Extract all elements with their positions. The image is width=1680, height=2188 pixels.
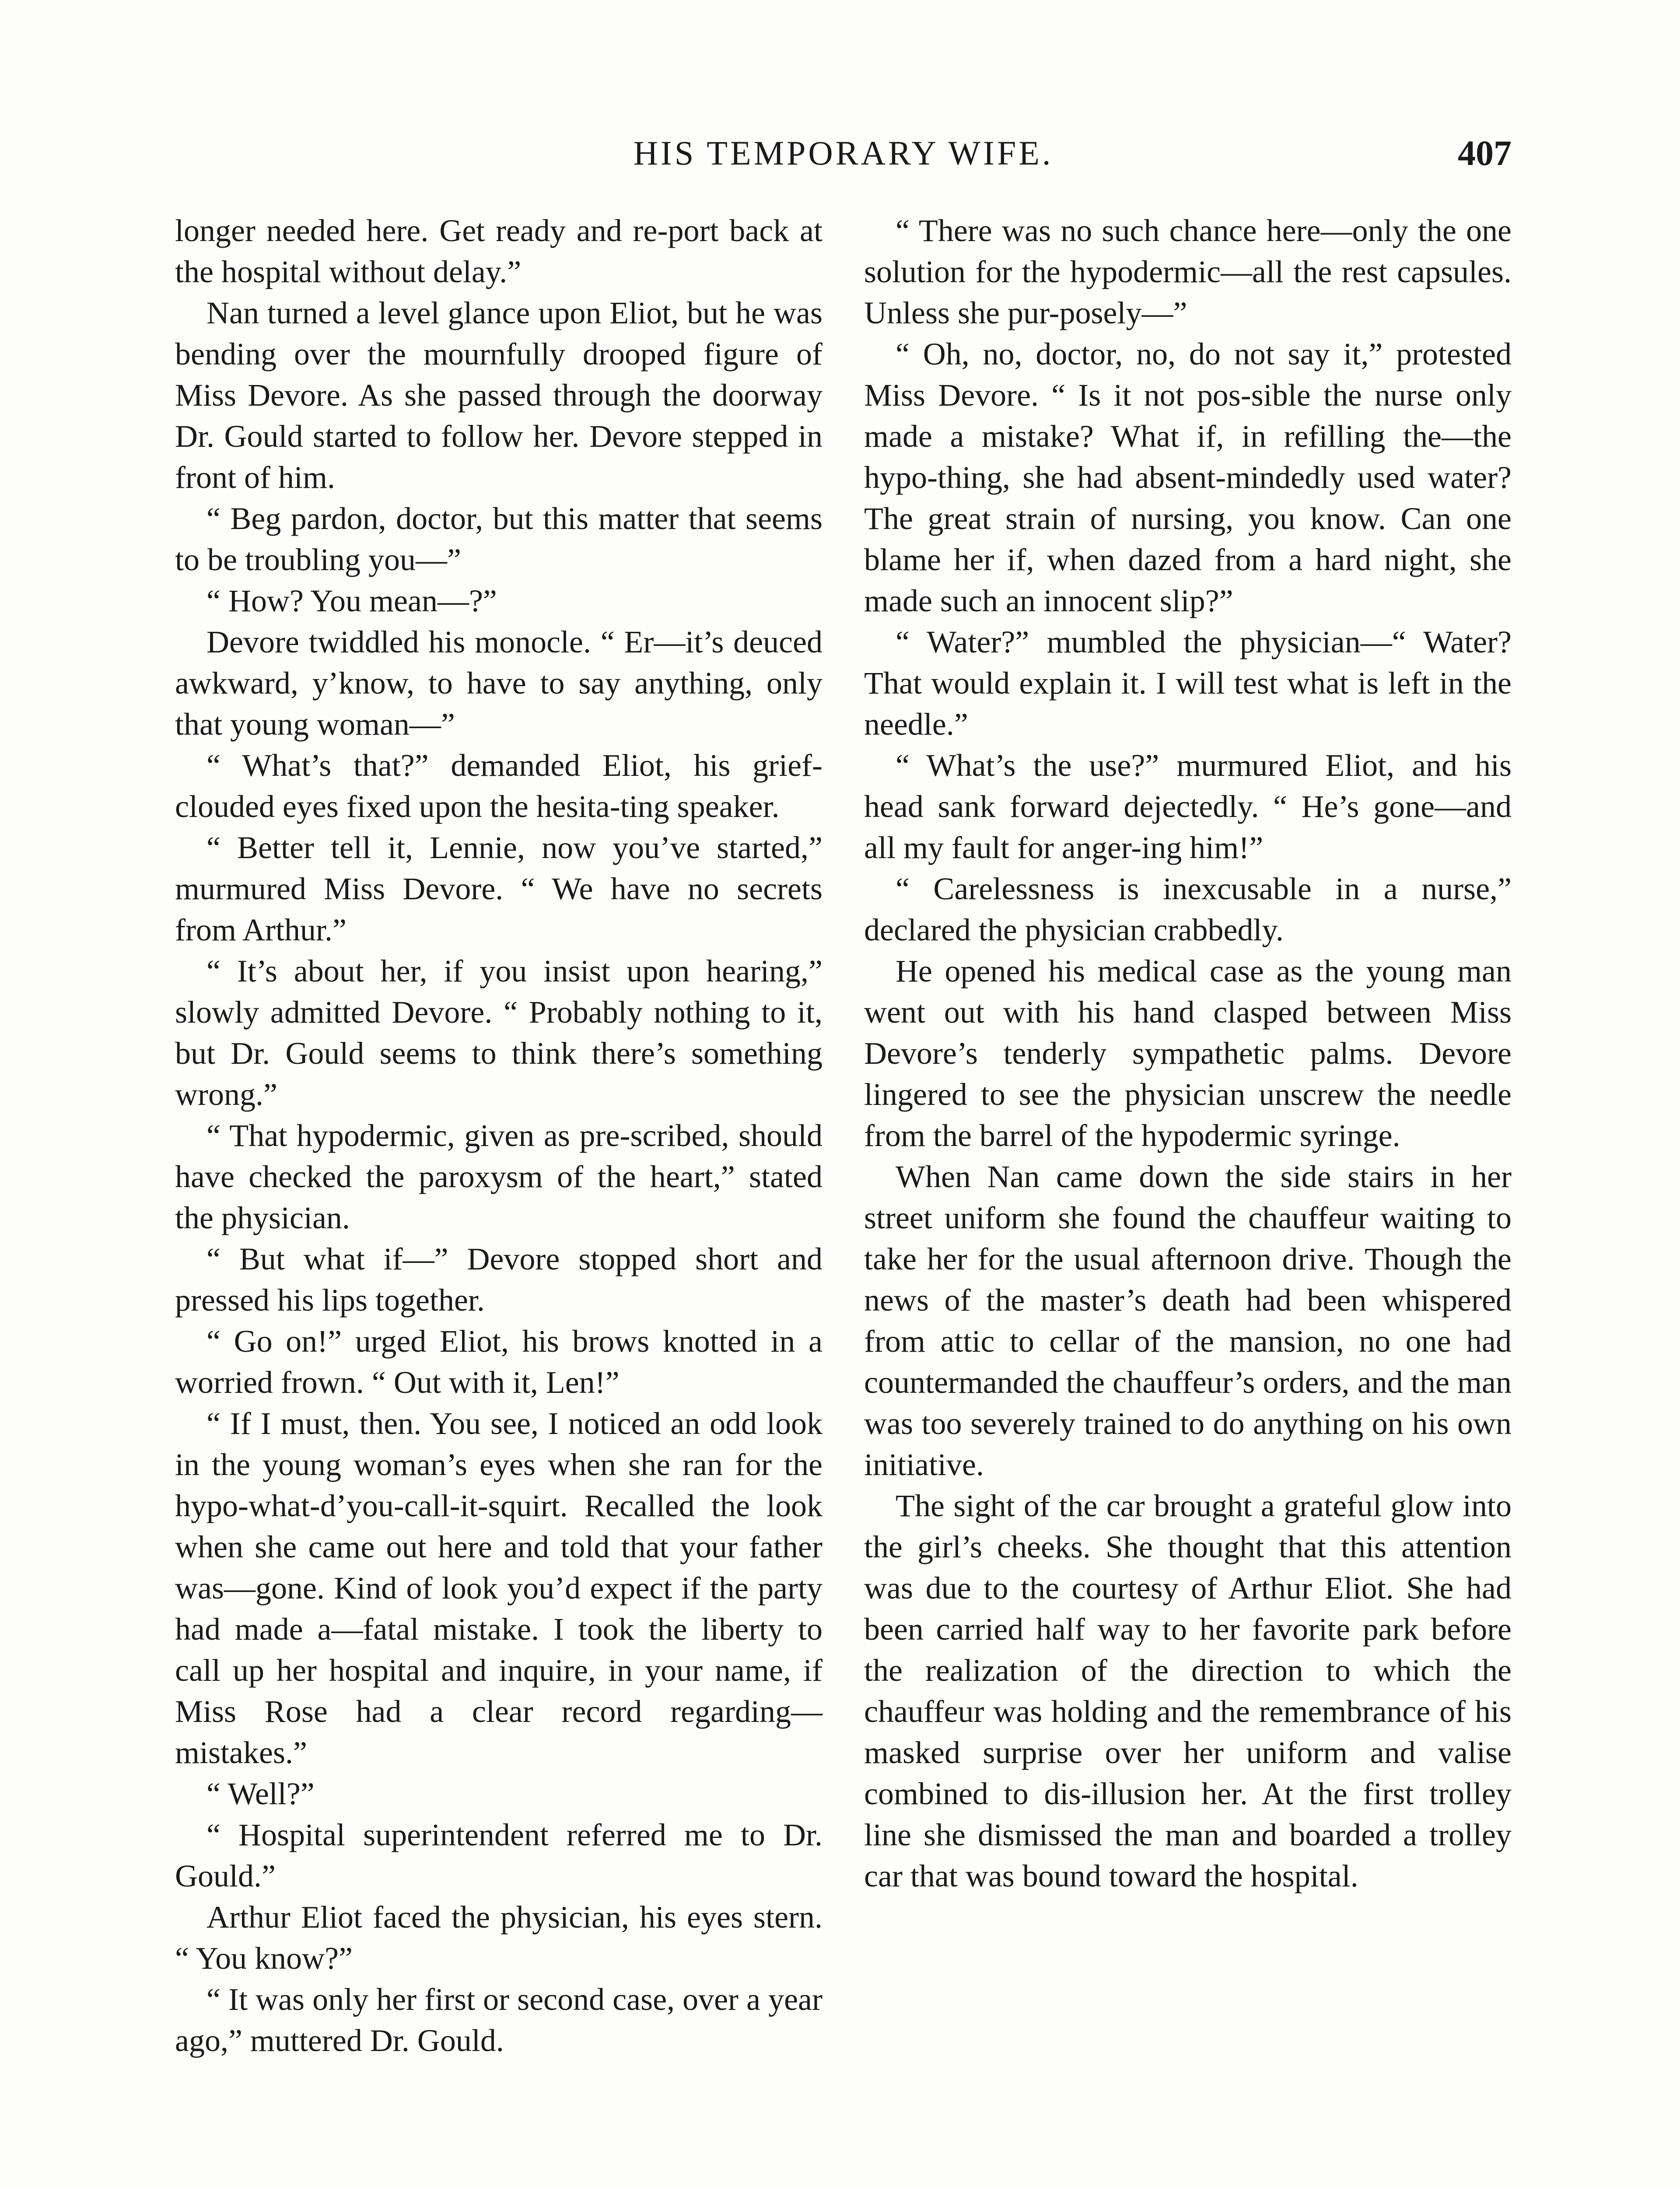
paragraph: Devore twiddled his monocle. “ Er—it’s deuced awkward, y’know, to have to say anything, only that young woman—” [175,624,822,742]
page-number: 407 [1458,133,1512,173]
left-column [175,210,822,2061]
paragraph: “ Water?” mumbled the physician—“ Water? That would explain it. I will test what is left in the needle.” [864,624,1512,742]
paragraph: “ Beg pardon, doctor, but this matter that seems to be troubling you—” [175,501,822,577]
paragraph: Nan turned a level glance upon Eliot, but he was bending over the mournfully drooped figure of Miss Devore. As she passed through the doorway Dr. Gould started to follow her. Devore stepped in front of him. [175,295,822,495]
right-column [864,210,1512,1897]
paragraph: “ It’s about her, if you insist upon hearing,” slowly admitted Devore. “ Probably nothing to it, but Dr. Gould seems to think there’s something wrong.” [175,954,822,1112]
running-header [175,129,1512,182]
running-title: HIS TEMPORARY WIFE. [633,134,1054,172]
paragraph: “ There was no such chance here—only the one solution for the hypodermic—all the rest capsules. Unless she pur-posely—” [864,213,1512,330]
paragraph: “ How? You mean—?” [206,583,497,618]
paragraph: longer needed here. Get ready and re-port back at the hospital without delay.” [175,213,822,289]
paragraph: “ It was only her first or second case, over a year ago,” muttered Dr. Gould. [175,1982,822,2058]
paragraph: “ Oh, no, doctor, no, do not say it,” protested Miss Devore. “ Is it not pos-sible the nurse only made a mistake? What if, in refilling the—the hypo-thing, she had absent-mindedly used water? The great strain of nursing, you know. Can one blame her if, when dazed from a hard night, she made such an innocent slip?” [864,337,1512,618]
paragraph: “ Go on!” urged Eliot, his brows knotted in a worried frown. “ Out with it, Len!” [175,1324,822,1400]
paragraph: “ But what if—” Devore stopped short and pressed his lips together. [175,1241,822,1318]
paragraph: He opened his medical case as the young man went out with his hand clasped between Miss Devore’s tenderly sympathetic palms. Devore lingered to see the physician unscrew the needle from the barrel of the hypodermic syringe. [864,954,1512,1153]
paragraph: “ Well?” [206,1776,315,1811]
paragraph: “ Carelessness is inexcusable in a nurse,” declared the physician crabbedly. [864,871,1512,947]
paragraph: “ If I must, then. You see, I noticed an odd look in the young woman’s eyes when she ran for the hypo-what-d’you-call-it-squirt. Recalled the look when she came out here and told that your father was—gone. Kind of look you’d expect if the party had made a—fatal mistake. I took the liberty to call up her hospital and inquire, in your name, if Miss Rose had a clear record regarding—mistakes.” [175,1406,822,1770]
paragraph: “ What’s the use?” murmured Eliot, and his head sank forward dejectedly. “ He’s gone—and all my fault for anger-ing him!” [864,748,1512,865]
paragraph: “ What’s that?” demanded Eliot, his grief-clouded eyes fixed upon the hesita-ting speaker. [175,748,822,824]
paragraph: When Nan came down the side stairs in her street uniform she found the chauffeur waiting to take her for the usual afternoon drive. Though the news of the master’s death had been whispered from attic to cellar of the mansion, no one had countermanded the chauffeur’s orders, and the man was too severely trained to do anything on his own initiative. [864,1159,1512,1482]
paragraph: “ That hypodermic, given as pre-scribed, should have checked the paroxysm of the heart,” stated the physician. [175,1118,822,1235]
paragraph: “ Hospital superintendent referred me to Dr. Gould.” [175,1817,822,1893]
paragraph: The sight of the car brought a grateful glow into the girl’s cheeks. She thought that this attention was due to the courtesy of Arthur Eliot. She had been carried half way to her favorite park before the realization of the direction to which the chauffeur was holding and the remembrance of his masked surprise over her uniform and valise combined to dis-illusion her. At the first trolley line she dismissed the man and boarded a trolley car that was bound toward the hospital. [864,1488,1512,1893]
paragraph: “ Better tell it, Lennie, now you’ve started,” murmured Miss Devore. “ We have no secrets from Arthur.” [175,830,822,947]
paragraph: Arthur Eliot faced the physician, his eyes stern. “ You know?” [175,1900,822,1976]
